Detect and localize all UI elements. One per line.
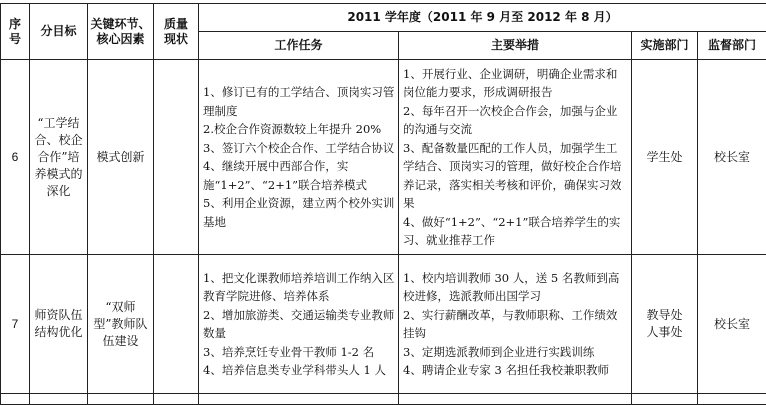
row-quality-status: [154, 255, 199, 394]
measure-item: 4、做好“1+2”、“2+1”联合培养学生的实习、就业推荐工作: [403, 213, 628, 250]
header-seq: 序号: [1, 4, 30, 60]
header-goal: 分目标: [30, 4, 88, 60]
row-goal: “工学结合、校企合作”培养模式的深化: [30, 60, 88, 255]
row-supervising-dept: 校长室: [698, 60, 766, 255]
header-row-1: [1, 4, 766, 32]
task-item: 2.校企合作资源数较上年提升 20%: [203, 120, 395, 139]
header-school-year: 2011 学年度（2011 年 9 月至 2012 年 8 月）: [199, 4, 766, 32]
task-item: 2、增加旅游类、交通运输类专业教师数量: [203, 306, 395, 343]
row-implementing-dept: 教导处人事处: [632, 255, 698, 394]
table-row-partial: [1, 394, 766, 405]
measure-item: 2、实行薪酬改革，与教师职称、工作绩效挂钩: [403, 306, 628, 343]
row-tasks: [199, 255, 399, 394]
row-measures: [399, 60, 632, 255]
row-supervising-dept: 校长室: [698, 255, 766, 394]
row-quality-status: [154, 60, 199, 255]
task-item: 1、修订已有的工学结合、顶岗实习管理制度: [203, 83, 395, 120]
task-item: 4、继续开展中西部合作，实施“1+2”、“2+1”联合培养模式: [203, 157, 395, 194]
measure-item: 2、每年召开一次校企合作会，加强与企业的沟通与交流: [403, 102, 628, 139]
table-row: [1, 60, 766, 255]
task-item: 5、利用企业资源，建立两个校外实训基地: [203, 194, 395, 231]
task-item: 1、把文化课教师培养培训工作纳入区教育学院进修、培养体系: [203, 269, 395, 306]
row-seq: 7: [1, 255, 30, 394]
row-goal: 师资队伍结构优化: [30, 255, 88, 394]
task-item: 3、培养烹饪专业骨干教师 1-2 名: [203, 343, 395, 362]
measure-item: 1、校内培训教师 30 人，送 5 名教师到高校进修，选派教师出国学习: [403, 269, 628, 306]
measure-item: 1、开展行业、企业调研，明确企业需求和岗位能力要求，形成调研报告: [403, 65, 628, 102]
header-measures: 主要举措: [399, 32, 632, 60]
row-key-factor: “双师型”教师队伍建设: [88, 255, 154, 394]
table-row: [1, 255, 766, 394]
row-implementing-dept: 学生处: [632, 60, 698, 255]
header-supervising-dept: 监督部门: [698, 32, 766, 60]
row-key-factor: 模式创新: [88, 60, 154, 255]
measure-item: 3、定期选派教师到企业进行实践训练: [403, 343, 628, 362]
task-item: 4、培养信息类专业学科带头人 1 人: [203, 361, 395, 380]
plan-table: [0, 3, 766, 405]
measure-item: 3、配备数量匹配的工作人员，加强学生工学结合、顶岗实习的管理，做好校企合作培养记录，落实相关考核和评价，确保实习效果: [403, 139, 628, 213]
task-item: 3、签订六个校企合作、工学结合协议: [203, 139, 395, 158]
header-quality-status: 质量现状: [154, 4, 199, 60]
row-measures: [399, 255, 632, 394]
header-implementing-dept: 实施部门: [632, 32, 698, 60]
header-tasks: 工作任务: [199, 32, 399, 60]
row-seq: 6: [1, 60, 30, 255]
row-tasks: [199, 60, 399, 255]
header-key-factors: 关键环节、核心因素: [88, 4, 154, 60]
measure-item: 4、聘请企业专家 3 名担任我校兼职教师: [403, 361, 628, 380]
